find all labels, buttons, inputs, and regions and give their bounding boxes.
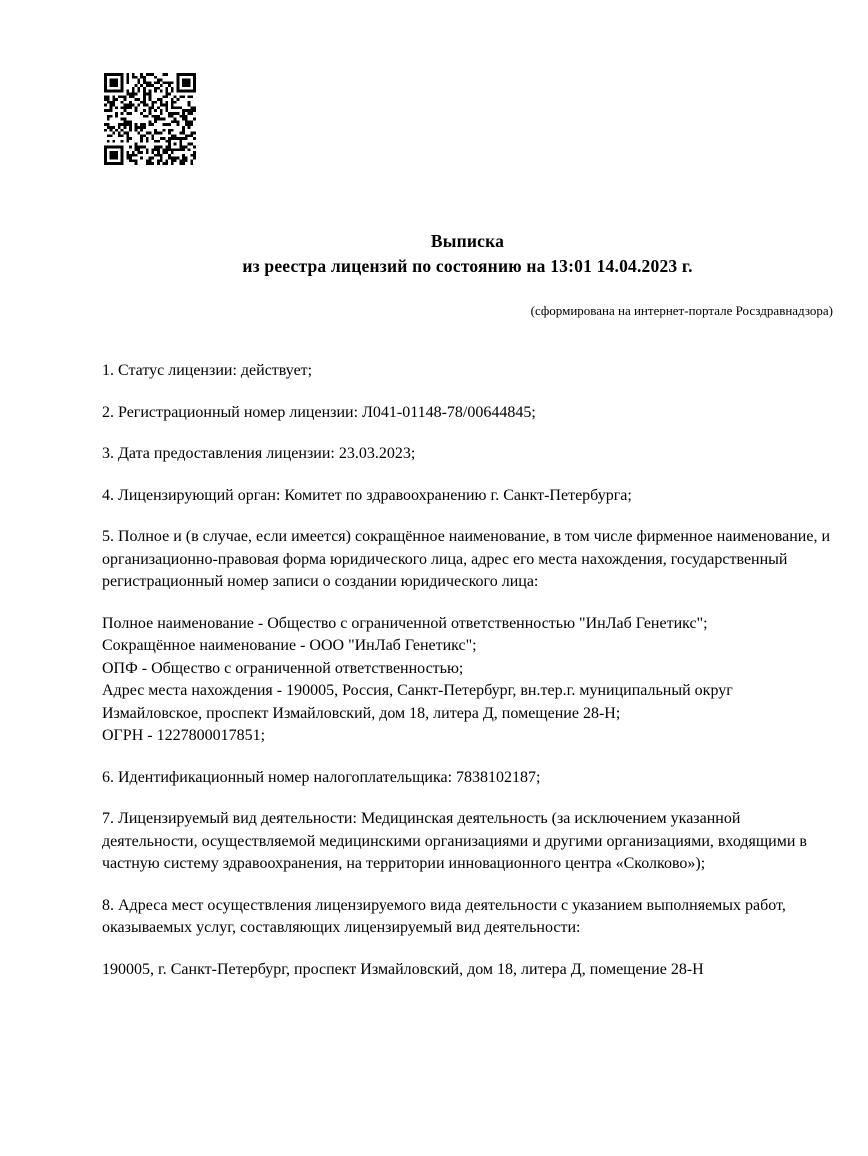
title-line-2: из реестра лицензий по состоянию на 13:01 14.04.2023 г. <box>242 256 693 276</box>
paragraph-3 <box>102 443 833 466</box>
text-line: 5. Полное и (в случае, если имеется) сокращённое наименование, в том числе фирменное наименование, и организационно-правовая форма юридического лица, адрес его места нахождения, государственный регистрационный номер записи о создании юридического лица: <box>102 528 831 590</box>
text-line: 7. Лицензируемый вид деятельности: Медицинская деятельность (за исключением указанной деятельности, осуществляемой медицинскими организациями и другими организациями, входящими в частную систему здравоохранения, на территории инновационного центра «Сколково»); <box>102 810 807 872</box>
text-line: Сокращённое наименование - ООО "ИнЛаб Генетикс"; <box>102 637 477 654</box>
paragraph-1 <box>102 360 833 383</box>
paragraph-10 <box>102 959 833 982</box>
qr-code-image <box>104 73 196 165</box>
document-title <box>102 229 833 279</box>
text-line: 190005, г. Санкт-Петербург, проспект Измайловский, дом 18, литера Д, помещение 28-Н <box>102 960 704 978</box>
paragraph-8 <box>102 808 833 876</box>
text-line: 6. Идентификационный номер налогоплательщика: 7838102187; <box>102 768 541 786</box>
title-line-1: Выписка <box>430 231 505 251</box>
paragraph-6 <box>102 613 833 748</box>
paragraph-4 <box>102 485 833 508</box>
paragraph-9 <box>102 895 833 940</box>
text-line: Адрес места нахождения - 190005, Россия, Санкт-Петербург, вн.тер.г. муниципальный округ Измайловское, проспект Измайловский, дом 18, литера Д, помещение 28-Н; <box>102 682 733 722</box>
text-line: Полное наименование - Общество с ограниченной ответственностью "ИнЛаб Генетикс"; <box>102 614 708 632</box>
text-line: 3. Дата предоставления лицензии: 23.03.2023; <box>102 445 416 462</box>
text-line: 2. Регистрационный номер лицензии: Л041-01148-78/00644845; <box>102 403 536 421</box>
paragraph-7 <box>102 767 833 790</box>
text-line: ОПФ - Общество с ограниченной ответственностью; <box>102 659 464 677</box>
text-line: 4. Лицензирующий орган: Комитет по здравоохранению г. Санкт-Петербурга; <box>102 486 632 504</box>
text-line: 1. Статус лицензии: действует; <box>102 362 313 379</box>
qr-code-icon <box>104 73 196 165</box>
text-line: 8. Адреса мест осуществления лицензируемого вида деятельности с указанием выполняемых работ, оказываемых услуг, составляющих лицензируемый вид деятельности: <box>102 896 786 936</box>
text-line: ОГРН - 1227800017851; <box>102 727 266 744</box>
document-body <box>102 360 833 1000</box>
formation-note: (сформирована на интернет-портале Росздравнадзора) <box>530 303 833 318</box>
paragraph-5 <box>102 526 833 594</box>
paragraph-2 <box>102 402 833 425</box>
